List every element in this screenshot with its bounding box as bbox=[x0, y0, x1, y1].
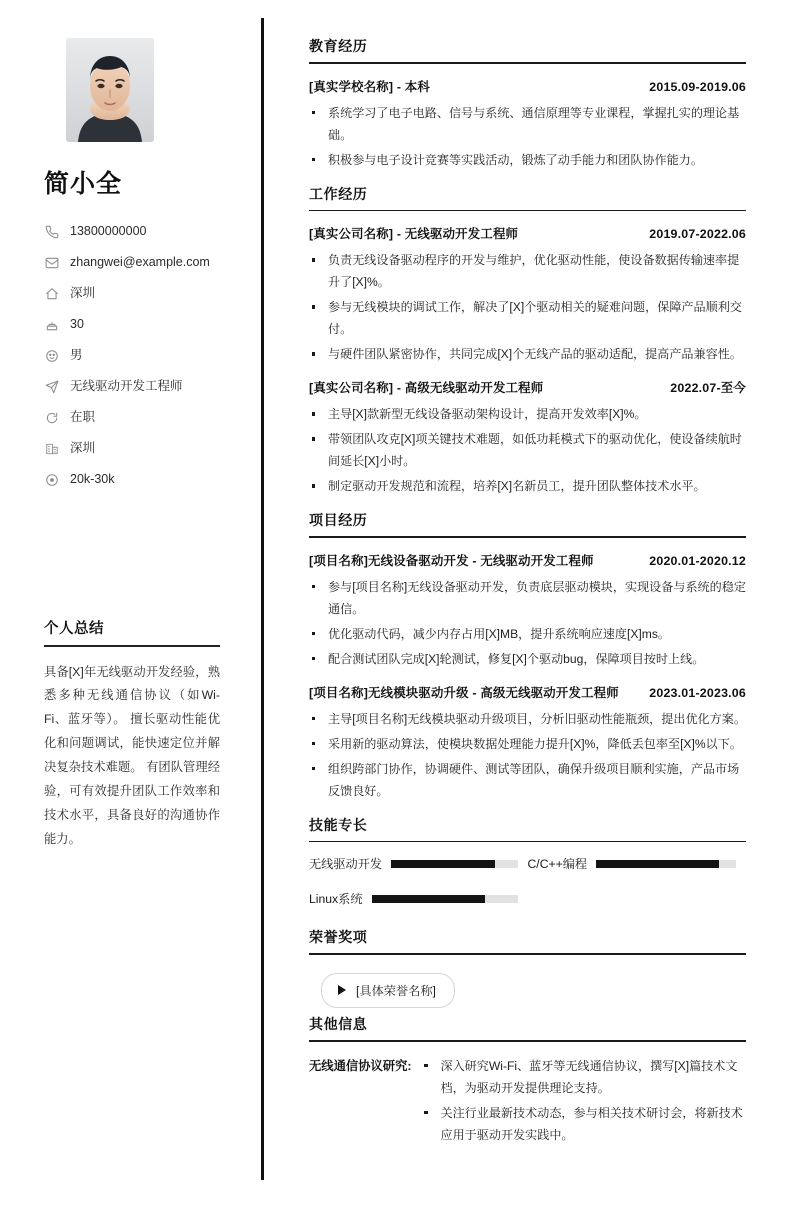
other-group bbox=[309, 1055, 746, 1149]
section-rule bbox=[309, 62, 746, 64]
cake-icon bbox=[44, 317, 59, 332]
contact-value: 深圳 bbox=[70, 441, 96, 456]
entry-title: [真实公司名称] - 高级无线驱动开发工程师 bbox=[309, 381, 544, 396]
page-title: 简小全 bbox=[44, 170, 123, 198]
main-content bbox=[262, 0, 794, 1218]
other-bullets bbox=[421, 1055, 746, 1149]
entry-date: 2015.09-2019.06 bbox=[649, 79, 746, 94]
skill-item bbox=[309, 890, 528, 907]
entry-title: [真实学校名称] - 本科 bbox=[309, 79, 430, 94]
entry-bullets bbox=[309, 249, 746, 365]
portrait-photo-icon bbox=[66, 38, 154, 142]
gender-icon bbox=[44, 348, 59, 363]
section-projects bbox=[309, 510, 746, 802]
entry-date: 2022.07-至今 bbox=[670, 381, 746, 396]
entry-date: 2019.07-2022.06 bbox=[649, 227, 746, 242]
section-work bbox=[309, 184, 746, 498]
bullet-item: 配合测试团队完成[X]轮测试，修复[X]个驱动bug，保障项目按时上线。 bbox=[309, 648, 746, 670]
envelope-icon bbox=[44, 255, 59, 270]
skill-label: 无线驱动开发 bbox=[309, 857, 383, 872]
skill-progress-track bbox=[391, 860, 517, 868]
work-heading: 工作经历 bbox=[309, 185, 368, 202]
contact-position bbox=[44, 371, 232, 402]
contact-value: 男 bbox=[70, 348, 83, 363]
summary-section bbox=[44, 617, 232, 852]
play-icon bbox=[338, 985, 346, 995]
contact-phone bbox=[44, 216, 232, 247]
avatar bbox=[66, 38, 154, 142]
skill-label: C/C++编程 bbox=[527, 857, 588, 872]
entry-date: 2023.01-2023.06 bbox=[649, 685, 746, 700]
bullet-item: 负责无线设备驱动程序的开发与维护，优化驱动性能，使设备数据传输速率提升了[X]%。 bbox=[309, 249, 746, 293]
skill-progress-fill bbox=[372, 895, 486, 903]
contact-status bbox=[44, 402, 232, 433]
award-item[interactable] bbox=[321, 973, 455, 1008]
project-entry bbox=[309, 551, 746, 670]
bullet-item: 参与无线模块的调试工作，解决了[X]个驱动相关的疑难问题，保障产品顺利交付。 bbox=[309, 296, 746, 340]
entry-bullets bbox=[309, 708, 746, 802]
skills-heading: 技能专长 bbox=[309, 816, 368, 833]
bullet-item: 参与[项目名称]无线设备驱动开发，负责底层驱动模块，实现设备与系统的稳定通信。 bbox=[309, 576, 746, 620]
skill-progress-fill bbox=[596, 860, 719, 868]
entry-title: [项目名称]无线设备驱动开发 - 无线驱动开发工程师 bbox=[309, 553, 594, 568]
section-other-info bbox=[309, 1014, 746, 1149]
section-rule bbox=[309, 1040, 746, 1042]
entry-header bbox=[309, 551, 746, 569]
contact-value: 30 bbox=[70, 317, 84, 332]
vertical-divider bbox=[261, 18, 264, 1180]
skill-item bbox=[528, 855, 747, 872]
summary-rule bbox=[44, 645, 220, 647]
contact-salary bbox=[44, 464, 232, 495]
entry-header bbox=[309, 77, 746, 95]
refresh-icon bbox=[44, 410, 59, 425]
section-skills bbox=[309, 815, 746, 926]
bullet-item: 优化驱动代码，减少内存占用[X]MB，提升系统响应速度[X]ms。 bbox=[309, 623, 746, 645]
section-rule bbox=[309, 536, 746, 538]
summary-heading: 个人总结 bbox=[44, 621, 104, 637]
contact-value: 深圳 bbox=[70, 286, 96, 301]
section-rule bbox=[309, 841, 746, 843]
skills-list bbox=[309, 855, 746, 925]
bullet-item: 积极参与电子设计竞赛等实践活动，锻炼了动手能力和团队协作能力。 bbox=[309, 149, 746, 171]
awards-heading: 荣誉奖项 bbox=[309, 929, 368, 946]
contact-email bbox=[44, 247, 232, 278]
entry-header bbox=[309, 378, 746, 396]
bullet-item: 系统学习了电子电路、信号与系统、通信原理等专业课程，掌握扎实的理论基础。 bbox=[309, 102, 746, 146]
target-icon bbox=[44, 472, 59, 487]
bullet-item: 制定驱动开发规范和流程，培养[X]名新员工，提升团队整体技术水平。 bbox=[309, 475, 746, 497]
bullet-item: 与硬件团队紧密协作，共同完成[X]个无线产品的驱动适配，提高产品兼容性。 bbox=[309, 343, 746, 365]
section-awards bbox=[309, 927, 746, 1012]
contact-value: 在职 bbox=[70, 410, 96, 425]
education-heading: 教育经历 bbox=[309, 38, 368, 54]
entry-date: 2020.01-2020.12 bbox=[649, 553, 746, 568]
bullet-item: 深入研究Wi-Fi、蓝牙等无线通信协议，撰写[X]篇技术文档，为驱动开发提供理论支持。 bbox=[421, 1055, 746, 1099]
entry-title: [项目名称]无线模块驱动升级 - 高级无线驱动开发工程师 bbox=[309, 685, 619, 700]
entry-bullets bbox=[309, 102, 746, 171]
entry-bullets bbox=[309, 403, 746, 497]
skill-progress-track bbox=[596, 860, 736, 868]
contact-value: 无线驱动开发工程师 bbox=[70, 379, 183, 394]
project-entry bbox=[309, 683, 746, 802]
skill-progress-track bbox=[372, 895, 518, 903]
other-heading: 其他信息 bbox=[309, 1015, 368, 1032]
work-entry bbox=[309, 224, 746, 365]
contact-city bbox=[44, 433, 232, 464]
bullet-item: 关注行业最新技术动态，参与相关技术研讨会，将新技术应用于驱动开发实践中。 bbox=[421, 1102, 746, 1146]
paper-plane-icon bbox=[44, 379, 59, 394]
projects-heading: 项目经历 bbox=[309, 512, 368, 529]
home-icon bbox=[44, 286, 59, 301]
contact-location bbox=[44, 278, 232, 309]
work-entry bbox=[309, 378, 746, 497]
phone-icon bbox=[44, 224, 59, 239]
section-rule bbox=[309, 953, 746, 955]
entry-header bbox=[309, 683, 746, 701]
entry-header bbox=[309, 224, 746, 242]
section-rule bbox=[309, 210, 746, 212]
contact-age bbox=[44, 309, 232, 340]
contact-value: 13800000000 bbox=[70, 224, 147, 239]
contact-value: zhangwei@example.com bbox=[70, 255, 210, 270]
bullet-item: 主导[项目名称]无线模块驱动升级项目，分析旧驱动性能瓶颈，提出优化方案。 bbox=[309, 708, 746, 730]
other-label: 无线通信协议研究: bbox=[309, 1058, 412, 1073]
contact-value: 20k-30k bbox=[70, 472, 115, 487]
section-education bbox=[309, 36, 746, 171]
award-label: [具体荣誉名称] bbox=[356, 983, 436, 998]
skill-progress-fill bbox=[391, 860, 495, 868]
skill-label: Linux系统 bbox=[309, 892, 363, 907]
bullet-item: 组织跨部门协作，协调硬件、测试等团队，确保升级项目顺利实施，产品市场反馈良好。 bbox=[309, 758, 746, 802]
summary-text: 具备[X]年无线驱动开发经验，熟悉多种无线通信协议（如Wi-Fi、蓝牙等）。 擅长驱动性能优化和问题调试，能快速定位并解决复杂技术难题。 有团队管理经验，可有效提升团队工作效率和技术水平，具备良好的沟通协作能力。 bbox=[44, 664, 220, 847]
bullet-item: 主导[X]款新型无线设备驱动架构设计，提高开发效率[X]%。 bbox=[309, 403, 746, 425]
contact-list bbox=[44, 216, 232, 495]
bullet-item: 带领团队攻克[X]项关键技术难题，如低功耗模式下的驱动优化，使设备续航时间延长[X]小时。 bbox=[309, 428, 746, 472]
sidebar bbox=[0, 0, 262, 1218]
contact-gender bbox=[44, 340, 232, 371]
entry-bullets bbox=[309, 576, 746, 670]
entry-title: [真实公司名称] - 无线驱动开发工程师 bbox=[309, 227, 519, 242]
bullet-item: 采用新的驱动算法，使模块数据处理能力提升[X]%，降低丢包率至[X]%以下。 bbox=[309, 733, 746, 755]
skill-item bbox=[309, 855, 528, 872]
education-entry bbox=[309, 77, 746, 171]
building-icon bbox=[44, 441, 59, 456]
